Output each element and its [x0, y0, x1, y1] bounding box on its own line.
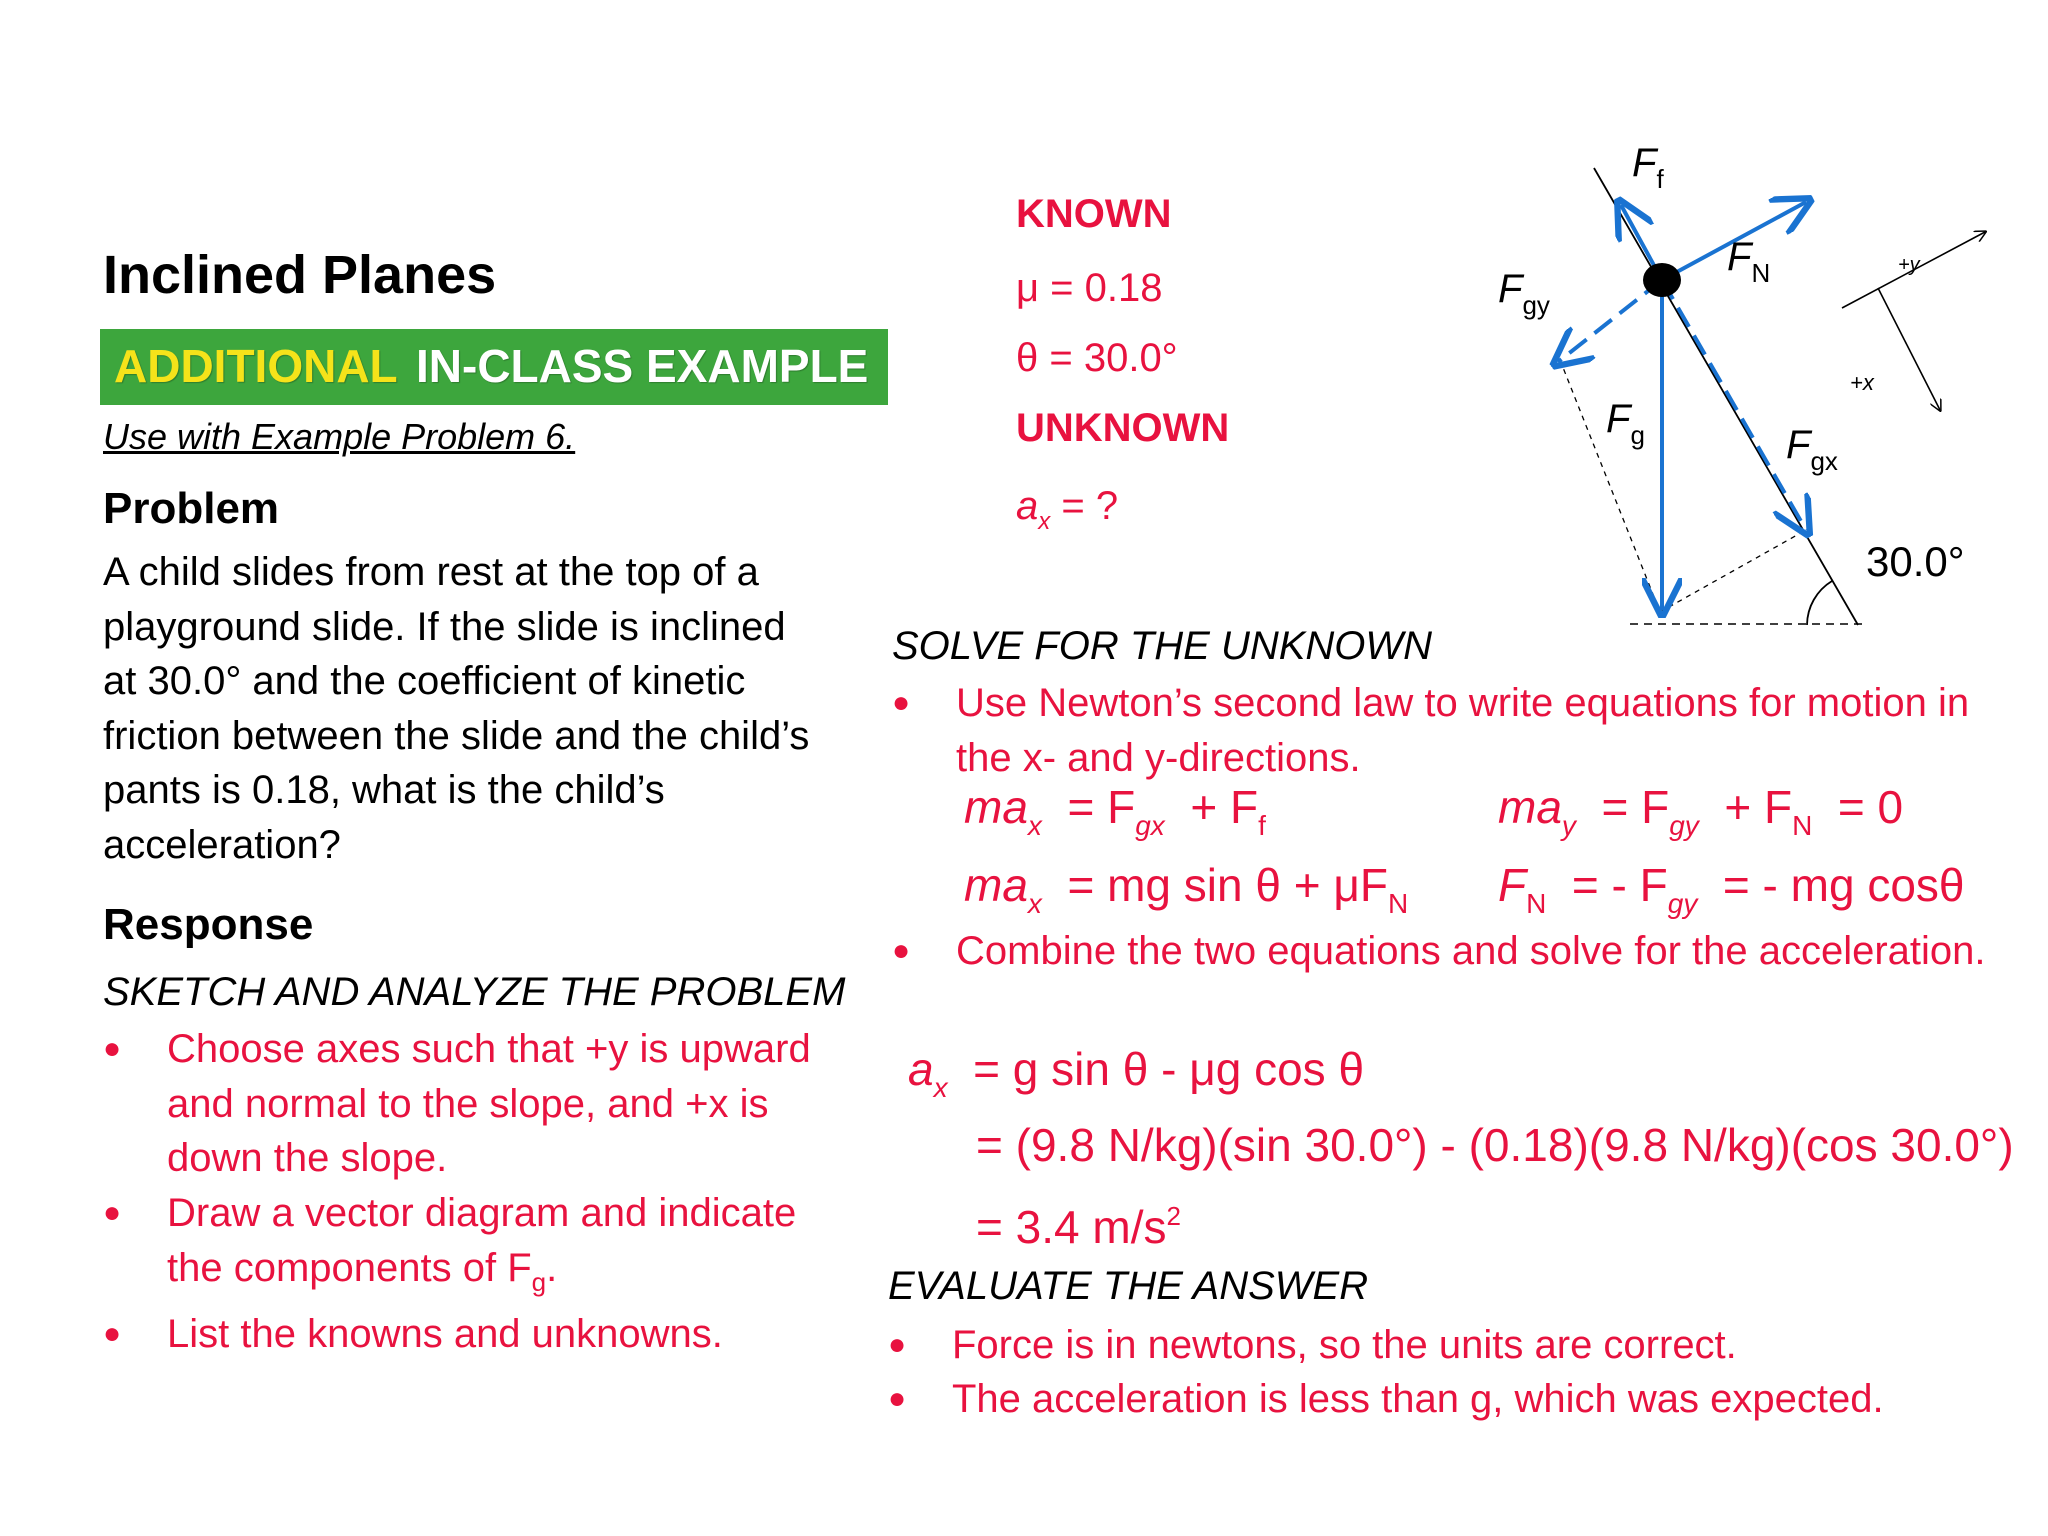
problem-line: acceleration?: [103, 822, 341, 867]
label-fgy: $F_{gy}$: [1498, 267, 1550, 320]
equation-x-motion: $ma_x = F_{gx} + F_f$: [964, 781, 1266, 841]
sketch-bullet-1: [103, 1022, 863, 1192]
evaluate-bullet-1: [888, 1318, 2038, 1378]
page-title: Inclined Planes: [103, 245, 497, 305]
bullet-line: Combine the two equations and solve for the acceleration.: [956, 929, 1986, 973]
solve-bullet-2: [892, 924, 2042, 984]
bullet-dot: ●: [103, 1317, 122, 1350]
problem-line: at 30.0° and the coefficient of kinetic: [103, 659, 746, 703]
bullet-dot: ●: [888, 1328, 907, 1361]
known-theta: θ = 30.0°: [1016, 336, 1178, 380]
label-fg: $F_g$: [1606, 397, 1645, 450]
label-fgx: $F_{gx}$: [1786, 423, 1838, 476]
bullet-dot: ●: [888, 1382, 907, 1415]
bullet-line: Force is in newtons, so the units are correct.: [952, 1323, 1737, 1367]
bullet-line: Use Newton’s second law to write equations for motion in: [956, 681, 1970, 725]
bullet-dot: ●: [892, 934, 911, 967]
bullet-line: the x- and y-directions.: [956, 735, 1361, 780]
bullet-dot: ●: [103, 1196, 122, 1229]
result-equation-2: = (9.8 N/kg)(sin 30.0°) - (0.18)(9.8 N/kg)(cos 30.0°): [976, 1119, 2014, 1171]
result-equation-3: = 3.4 $m/s^2$: [976, 1201, 1181, 1253]
bullet-dot: ●: [103, 1032, 122, 1065]
bullet-line: Choose axes such that +y is upward: [167, 1027, 811, 1071]
evaluate-heading: EVALUATE THE ANSWER: [888, 1264, 1369, 1308]
bullet-line: Draw a vector diagram and indicate: [167, 1191, 797, 1235]
bullet-line: the components of $F_g$.: [167, 1245, 558, 1297]
fgx-vector: [1662, 280, 1806, 530]
solve-heading: SOLVE FOR THE UNKNOWN: [892, 624, 1433, 668]
label-plus-y: +y: [1898, 254, 1920, 276]
bullet-line: and normal to the slope, and +x is: [167, 1081, 769, 1126]
sketch-bullet-3: [103, 1307, 863, 1367]
problem-line: playground slide. If the slide is inclined: [103, 604, 786, 649]
in-class-example-banner: [100, 329, 888, 405]
problem-heading: Problem: [103, 484, 280, 533]
problem-line: pants is 0.18, what is the child’s: [103, 768, 665, 812]
sketch-bullet-2: [103, 1186, 863, 1301]
result-equation-1: $a_x = g$ sin θ - μg cos θ: [908, 1043, 1365, 1103]
bullet-line: The acceleration is less than g, which was expected.: [952, 1377, 1884, 1421]
banner-additional: ADDITIONAL: [114, 340, 398, 392]
known-mu: μ = 0.18: [1016, 266, 1163, 310]
label-ff: $F_f$: [1632, 141, 1664, 194]
label-fn: $F_N$: [1727, 235, 1771, 288]
plus-x-axis: [1878, 288, 1940, 410]
known-heading: KNOWN: [1016, 192, 1172, 236]
construction-line: [1660, 530, 1806, 612]
banner-in-class-example: IN-CLASS EXAMPLE: [416, 340, 869, 392]
unknown-heading: UNKNOWN: [1016, 406, 1230, 450]
label-plus-x: +x: [1850, 370, 1874, 395]
solve-bullet-1: [892, 676, 2042, 791]
evaluate-bullet-2: [888, 1372, 2038, 1432]
unknown-ax: $a_x$ = ?: [1016, 484, 1119, 535]
slope-line: [1594, 168, 1858, 625]
problem-text: [103, 545, 863, 872]
bullet-line: List the knowns and unknowns.: [167, 1312, 723, 1356]
fgy-vector: [1558, 280, 1662, 362]
problem-line: friction between the slide and the child’s: [103, 713, 810, 758]
label-angle: 30.0°: [1866, 538, 1965, 585]
use-with-link[interactable]: Use with Example Problem 6.: [103, 416, 576, 457]
equation-x-expanded: $ma_x$ = mg $\sin \theta + \mu F_N$: [964, 859, 1409, 919]
bullet-line: down the slope.: [167, 1136, 448, 1180]
vector-diagram: [1480, 140, 2000, 640]
bullet-dot: ●: [892, 686, 911, 719]
response-heading: Response: [103, 900, 314, 949]
angle-arc: [1807, 581, 1832, 625]
problem-line: A child slides from rest at the top of a: [103, 550, 759, 594]
equation-normal-force: $F_N$ = - $F_{gy}$ = - mg cosθ: [1498, 859, 1965, 919]
sketch-heading: SKETCH AND ANALYZE THE PROBLEM: [103, 970, 846, 1014]
equation-y-motion: $ma_y = F_{gy} + F_N = 0$: [1498, 781, 1904, 841]
object-dot: [1643, 263, 1681, 297]
